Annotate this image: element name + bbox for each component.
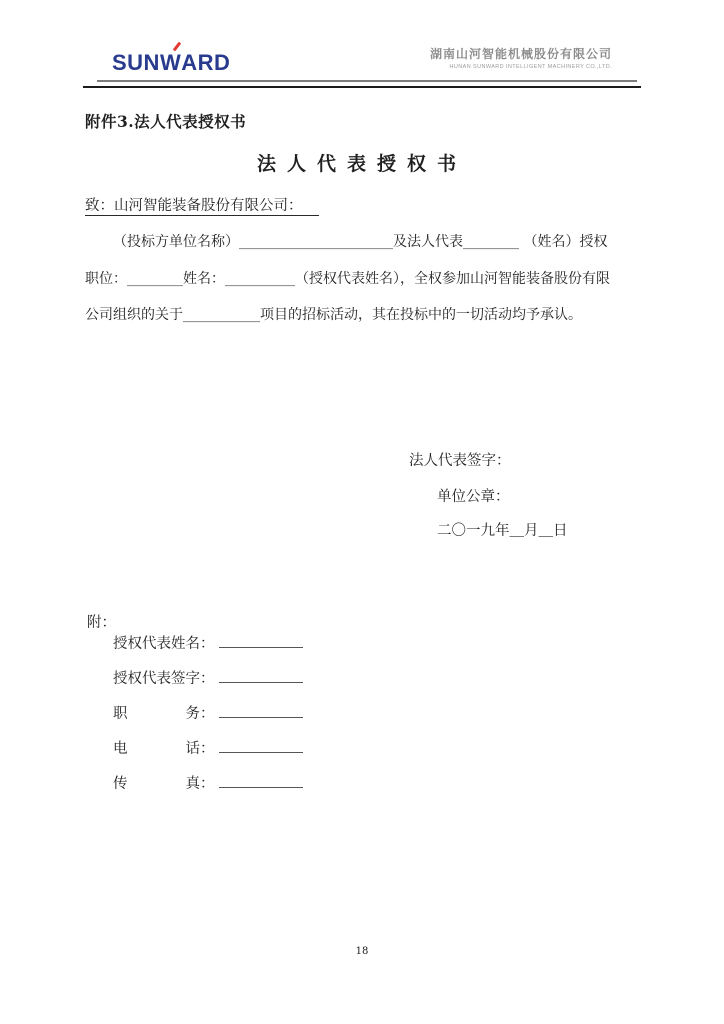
body-paragraph bbox=[85, 224, 643, 334]
form-field-label: 授权代表姓名： bbox=[113, 636, 215, 652]
form-field-blank-line bbox=[219, 773, 303, 788]
form-field-label: 职 务： bbox=[113, 706, 215, 722]
salutation-text: 致：山河智能装备股份有限公司： bbox=[85, 198, 319, 216]
form-field-blank-line bbox=[219, 633, 303, 648]
form-field-label: 授权代表签字： bbox=[113, 671, 215, 687]
form-row-authorized-rep-signature bbox=[113, 667, 303, 688]
body-line: 公司组织的关于___________项目的招标活动，其在投标中的一切活动均予承认。 bbox=[85, 307, 582, 323]
company-name-english: HUNAN SUNWARD INTELLIGENT MACHINERY CO.,LTD. bbox=[449, 63, 612, 70]
form-field-label: 传 真： bbox=[113, 776, 215, 792]
attachment-note: 附： bbox=[87, 615, 116, 631]
header-rule-thick bbox=[83, 86, 641, 88]
form-field-label: 电 话： bbox=[113, 741, 215, 757]
form-row-fax bbox=[113, 772, 303, 793]
legal-rep-signature-label: 法人代表签字： bbox=[409, 453, 511, 469]
form-row-position bbox=[113, 702, 303, 723]
form-field-blank-line bbox=[219, 668, 303, 683]
company-name-chinese: 湖南山河智能机械股份有限公司 bbox=[429, 47, 612, 61]
body-line: 职位：________姓名：__________（授权代表姓名），全权参加山河智能装备股份有限 bbox=[85, 270, 610, 287]
logo-text-ard: ARD bbox=[181, 50, 231, 75]
date-line: 二〇一九年＿月＿日 bbox=[437, 523, 568, 539]
body-line: （投标方单位名称）______________________及法人代表________ （姓名）授权 bbox=[113, 234, 608, 250]
company-name-block bbox=[430, 48, 612, 70]
form-row-authorized-rep-name bbox=[113, 632, 303, 653]
company-seal-label: 单位公章： bbox=[437, 489, 510, 505]
sunward-logo bbox=[112, 50, 230, 76]
form-field-blank-line bbox=[219, 738, 303, 753]
page-number: 18 bbox=[355, 946, 369, 957]
salutation-line bbox=[85, 194, 319, 215]
logo-text-w: W bbox=[160, 50, 181, 76]
attachment-heading: 附件3.法人代表授权书 bbox=[85, 112, 247, 131]
document-title: 法人代表授权书 bbox=[256, 153, 467, 175]
form-row-telephone bbox=[113, 737, 303, 758]
form-field-blank-line bbox=[219, 703, 303, 718]
header-rule-thin bbox=[97, 80, 637, 82]
logo-text-sun: SUN bbox=[112, 50, 160, 75]
